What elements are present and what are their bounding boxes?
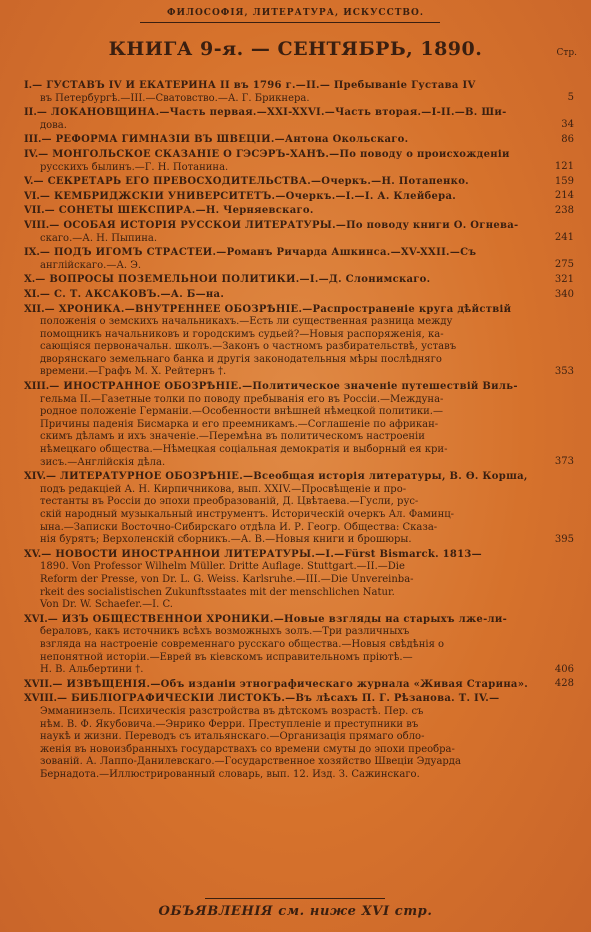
entry-text: дворянскаго земельнаго банка и другія законодательныя мѣры послѣдняго [40, 353, 442, 365]
toc-entry [24, 693, 574, 781]
toc-entry-line [24, 639, 574, 652]
toc-entry-line [24, 731, 574, 744]
entry-page-number: 34 [561, 119, 574, 131]
entry-number: XI. [24, 288, 40, 300]
entry-text: — ОСОБАЯ ИСТОРІЯ РУССКОЙ ЛИТЕРАТУРЫ.—По поводу книги О. Огнева- [49, 219, 519, 231]
entry-number: I. [24, 80, 33, 91]
entry-text: — НОВОСТИ ИНОСТРАННОЙ ЛИТЕРАТУРЫ.—I.—Fürst Bismarck. 1813— [41, 548, 482, 560]
toc-entry-line [24, 706, 574, 719]
toc-entry [24, 149, 574, 174]
toc-entry-line [24, 107, 574, 120]
toc-entry-line [24, 679, 574, 692]
entry-text: Von Dr. W. Schaefer.—I. C. [40, 599, 173, 611]
toc-entry-line [24, 233, 574, 246]
entry-text: — ЛОКАНОВЩИНА.—Часть первая.—XXI-XXVI.—Часть вторая.—I-II.—В. Ши- [36, 107, 507, 119]
entry-page-number: 353 [554, 366, 574, 378]
toc-entry [24, 107, 574, 132]
entry-number: XV. [24, 548, 42, 560]
toc-entry-line [24, 149, 574, 162]
toc-entry-line [24, 289, 574, 302]
toc-entry-line [24, 220, 574, 233]
entry-text: — КЕМБРИДЖСКІЙ УНИВЕРСИТЕТЪ.—Очеркъ.—I.—I. А. Клейбера. [39, 190, 457, 202]
toc-entry-line [24, 80, 574, 93]
entry-text: нѣмецкаго общества.—Нѣмецкая соціальная демократія и выборный ея кри- [40, 444, 448, 456]
toc-entry-line [24, 652, 574, 665]
toc-entry-line [24, 719, 574, 732]
toc-entry-line [24, 406, 574, 419]
toc-entry-line [24, 534, 574, 547]
toc-entry-line [24, 599, 574, 612]
toc-entry [24, 289, 574, 302]
toc-entry [24, 191, 574, 204]
toc-entry-line [24, 614, 574, 627]
entry-text: родное положеніе Германіи.—Особенности внѣшней нѣмецкой политики.— [40, 406, 443, 418]
toc-entry [24, 274, 574, 287]
toc-entry-line [24, 120, 574, 133]
entry-text: rkeit des socialistischen Zukunftsstaates mit der menschlichen Natur. [40, 586, 395, 598]
entry-text: — ХРОНИКА.—ВНУТРЕННЕЕ ОБОЗРѢНІЕ.—Распространеніе круга дѣйствій [44, 303, 512, 315]
entry-page-number: 5 [567, 92, 574, 104]
toc-entry [24, 679, 574, 692]
entry-text: ына.—Записки Восточно-Сибирскаго отдѣла И. Р. Геогр. Общества: Сказа- [40, 521, 438, 533]
entry-text: Бернадота.—Иллюстрированный словарь, вып. 12. Изд. З. Сажинскаго. [40, 768, 420, 780]
entry-text: тестанты въ Россіи до эпохи преобразованій, Д. Цвѣтаева.—Гусли, рус- [40, 496, 419, 508]
entry-text: — ИНОСТРАННОЕ ОБОЗРѢНІЕ.—Политическое значеніе путешествій Виль- [49, 381, 518, 393]
toc-entry-line [24, 496, 574, 509]
toc-entry-line [24, 587, 574, 600]
toc-entry [24, 247, 574, 272]
toc-entry-line [24, 664, 574, 677]
entry-page-number: 241 [554, 232, 574, 244]
toc-entry-line [24, 561, 574, 574]
toc-entry [24, 205, 574, 218]
entry-text: взгляда на настроеніе современнаго русскаго общества.—Новыя свѣдѣнія о [40, 638, 445, 650]
entry-text: — ГУСТАВЪ IV И ЕКАТЕРИНА II въ 1796 г.—II.— Пребываніе Густава IV [32, 80, 476, 91]
entry-page-number: 373 [554, 456, 574, 468]
entry-page-number: 321 [554, 273, 574, 285]
toc-entry-line [24, 316, 574, 329]
entry-text: дова. [40, 119, 67, 131]
toc-entry [24, 134, 574, 147]
entry-text: — БИБЛІОГРАФИЧЕСКІЙ ЛИСТОКЪ.—Въ лѣсахъ П. Г. Рѣзанова. Т. IV.— [57, 693, 500, 705]
issue-title: КНИГА 9-я. — СЕНТЯБРЬ, 1890. [108, 38, 483, 60]
toc-entry-line [24, 394, 574, 407]
entry-number: XII. [24, 303, 45, 315]
entry-text: — ПОДЪ ИГОМЪ СТРАСТЕЙ.—Романъ Ричарда Ашкинса.—XV-XXII.—Съ [39, 247, 477, 259]
header-rule [140, 22, 440, 23]
pages-column-label: Стр. [556, 48, 577, 58]
entry-text: — ИЗВѢЩЕНІЯ.—Объ изданіи этнографическаго журнала «Живая Старина». [52, 678, 529, 690]
entry-number: II. [24, 107, 37, 119]
entry-text: бераловъ, какъ источникъ всѣхъ возможныхъ золъ.—Три различныхъ [40, 626, 410, 638]
toc-entry-line [24, 329, 574, 342]
entry-text: зованій. А. Лаппо-Данилевскаго.—Государственное хозяйство Швеціи Эдуарда [40, 756, 461, 768]
entry-text: 1890. Von Professor Wilhelm Müller. Dritte Auflage. Stuttgart.—II.—Die [40, 561, 405, 573]
entry-text: — МОНГОЛЬСКОЕ СКАЗАНІЕ О ГЭСЭРЪ-ХАНѢ.—По поводу о происхожденіи [38, 148, 510, 160]
toc-entry-line [24, 191, 574, 204]
entry-number: VII. [24, 205, 45, 217]
entry-number: VIII. [24, 219, 50, 231]
entry-text: Reform der Presse, von Dr. L. G. Weiss. Karlsruhe.—III.—Die Unvereinba- [40, 573, 414, 585]
entry-text: нѣм. В. Ф. Якубовича.—Энрико Ферри. Преступленіе и преступники въ [40, 718, 419, 730]
toc-entry-line [24, 341, 574, 354]
table-of-contents [24, 80, 574, 783]
toc-entry-line [24, 134, 574, 147]
entry-text: — С. Т. АКСАКОВЪ.—А. Б—на. [39, 288, 225, 300]
entry-text: времени.—Графъ М. Х. Рейтернъ †. [40, 366, 227, 378]
toc-entry-line [24, 431, 574, 444]
entry-number: IV. [24, 148, 39, 160]
toc-entry-line [24, 574, 574, 587]
entry-text: нія бурятъ; Верхоленскій сборникъ.—А. В.—Новыя книги и брошюры. [40, 534, 412, 546]
entry-text: — СЕКРЕТАРЬ ЕГО ПРЕВОСХОДИТЕЛЬСТВА.—Очеркъ.—Н. Потапенко. [33, 176, 469, 188]
entry-number: XVI. [24, 613, 48, 625]
entry-page-number: 159 [554, 175, 574, 187]
entry-text: зисъ.—Англійскія дѣла. [40, 456, 166, 468]
toc-entry-line [24, 444, 574, 457]
entry-number: VI. [24, 190, 40, 202]
entry-text: наукѣ и жизни. Переводъ съ итальянскаго.—Организація прямаго обло- [40, 731, 425, 743]
entry-text: — РЕФОРМА ГИМНАЗІЙ ВЪ ШВЕЦІИ.—Антона Окольскаго. [41, 134, 409, 146]
toc-entry-line [24, 419, 574, 432]
running-head: ФИЛОСОФІЯ, ЛИТЕРАТУРА, ИСКУССТВО. [166, 8, 425, 18]
entry-number: III. [24, 134, 42, 146]
entry-text: непонятной исторіи.—Еврей въ кіевскомъ исправительномъ пріютѣ.— [40, 651, 413, 663]
toc-entry-line [24, 693, 574, 706]
toc-entry-line [24, 744, 574, 757]
entry-text: Причины паденія Бисмарка и его преемникамъ.—Соглашеніе по африкан- [40, 418, 439, 430]
toc-entry-line [24, 522, 574, 535]
entry-page-number: 238 [554, 204, 574, 216]
toc-entry-line [24, 381, 574, 394]
entry-text: — ИЗЪ ОБЩЕСТВЕННОЙ ХРОНИКИ.—Новые взгляды на старыхъ лже-ли- [47, 613, 508, 625]
entry-text: въ Петербургѣ.—III.—Сватовство.—А. Г. Брикнера. [40, 92, 310, 104]
entry-text: подъ редакціей А. Н. Кирпичникова, вып. XXIV.—Просвѣщеніе и про- [40, 483, 407, 495]
toc-entry-line [24, 176, 574, 189]
entry-text: русскихъ былинъ.—Г. Н. Потанина. [40, 161, 229, 173]
toc-entry [24, 80, 574, 105]
entry-text: — ВОПРОСЫ ПОЗЕМЕЛЬНОЙ ПОЛИТИКИ.—I.—Д. Слонимскаго. [35, 274, 431, 286]
entry-text: сающіяся первоначальн. школъ.—Законъ о частномъ разбирательствѣ, уставъ [40, 341, 457, 353]
entry-number: XIII. [24, 381, 50, 393]
toc-entry [24, 220, 574, 245]
entry-text: — ЛИТЕРАТУРНОЕ ОБОЗРѢНІЕ.—Всеобщая исторія литературы, В. Ө. Корша, [45, 471, 528, 483]
toc-entry [24, 176, 574, 189]
entry-text: Эмманинзель. Психическія разстройства въ дѣтскомъ возрастѣ. Пер. съ [40, 705, 424, 717]
entry-number: XIV. [24, 471, 46, 483]
toc-entry [24, 471, 574, 547]
toc-entry [24, 614, 574, 677]
entry-text: англійскаго.—А. Э. [40, 259, 142, 271]
toc-entry-line [24, 769, 574, 782]
toc-entry [24, 549, 574, 612]
toc-entry-line [24, 484, 574, 497]
entry-page-number: 340 [554, 288, 574, 300]
toc-entry-line [24, 626, 574, 639]
entry-number: XVIII. [24, 693, 58, 705]
entry-page-number: 275 [554, 259, 574, 271]
toc-entry-line [24, 366, 574, 379]
toc-entry-line [24, 162, 574, 175]
entry-number: IX. [24, 247, 40, 259]
entry-text: — СОНЕТЫ ШЕКСПИРА.—Н. Черняевскаго. [44, 205, 314, 217]
advertisements-note: ОБЪЯВЛЕНІЯ см. ниже XVI стр. [158, 904, 433, 919]
toc-entry-line [24, 471, 574, 484]
entry-text: скій народный музыкальный инструментъ. Историческій очеркъ Ал. Фаминц- [40, 509, 455, 520]
toc-entry-line [24, 260, 574, 273]
toc-entry-line [24, 274, 574, 287]
entry-page-number: 121 [554, 161, 574, 173]
toc-entry-line [24, 304, 574, 317]
entry-text: женія въ новоизбранныхъ государствахъ со времени смуты до эпохи преобра- [40, 743, 455, 755]
entry-text: скаго.—А. Н. Пыпина. [40, 232, 158, 244]
entry-page-number: 428 [554, 678, 574, 690]
toc-entry-line [24, 354, 574, 367]
entry-page-number: 395 [554, 533, 574, 545]
entry-text: положенія о земскихъ начальникахъ.—Есть ли существенная разница между [40, 316, 453, 328]
footer-rule [205, 898, 385, 899]
entry-page-number: 406 [554, 663, 574, 675]
entry-page-number: 214 [554, 190, 574, 202]
toc-entry-line [24, 509, 574, 522]
entry-text: помощникъ начальниковъ и городскимъ судьей?—Новыя распоряженія, ка- [40, 328, 444, 340]
toc-entry-line [24, 457, 574, 470]
toc-entry-line [24, 205, 574, 218]
toc-entry-line [24, 756, 574, 769]
toc-entry-line [24, 247, 574, 260]
entry-number: X. [24, 274, 36, 286]
toc-entry [24, 304, 574, 380]
entry-text: гельма II.—Газетные толки по поводу пребыванія его въ Россіи.—Междуна- [40, 393, 444, 405]
entry-number: V. [24, 176, 34, 188]
entry-text: скимъ дѣламъ и ихъ значеніе.—Перемѣна въ политическомъ настроеніи [40, 431, 425, 443]
entry-text: Н. В. Альбертини †. [40, 664, 144, 676]
toc-entry-line [24, 549, 574, 562]
toc-entry [24, 381, 574, 469]
entry-number: XVII. [24, 678, 53, 690]
entry-page-number: 86 [561, 133, 574, 145]
toc-entry-line [24, 93, 574, 106]
